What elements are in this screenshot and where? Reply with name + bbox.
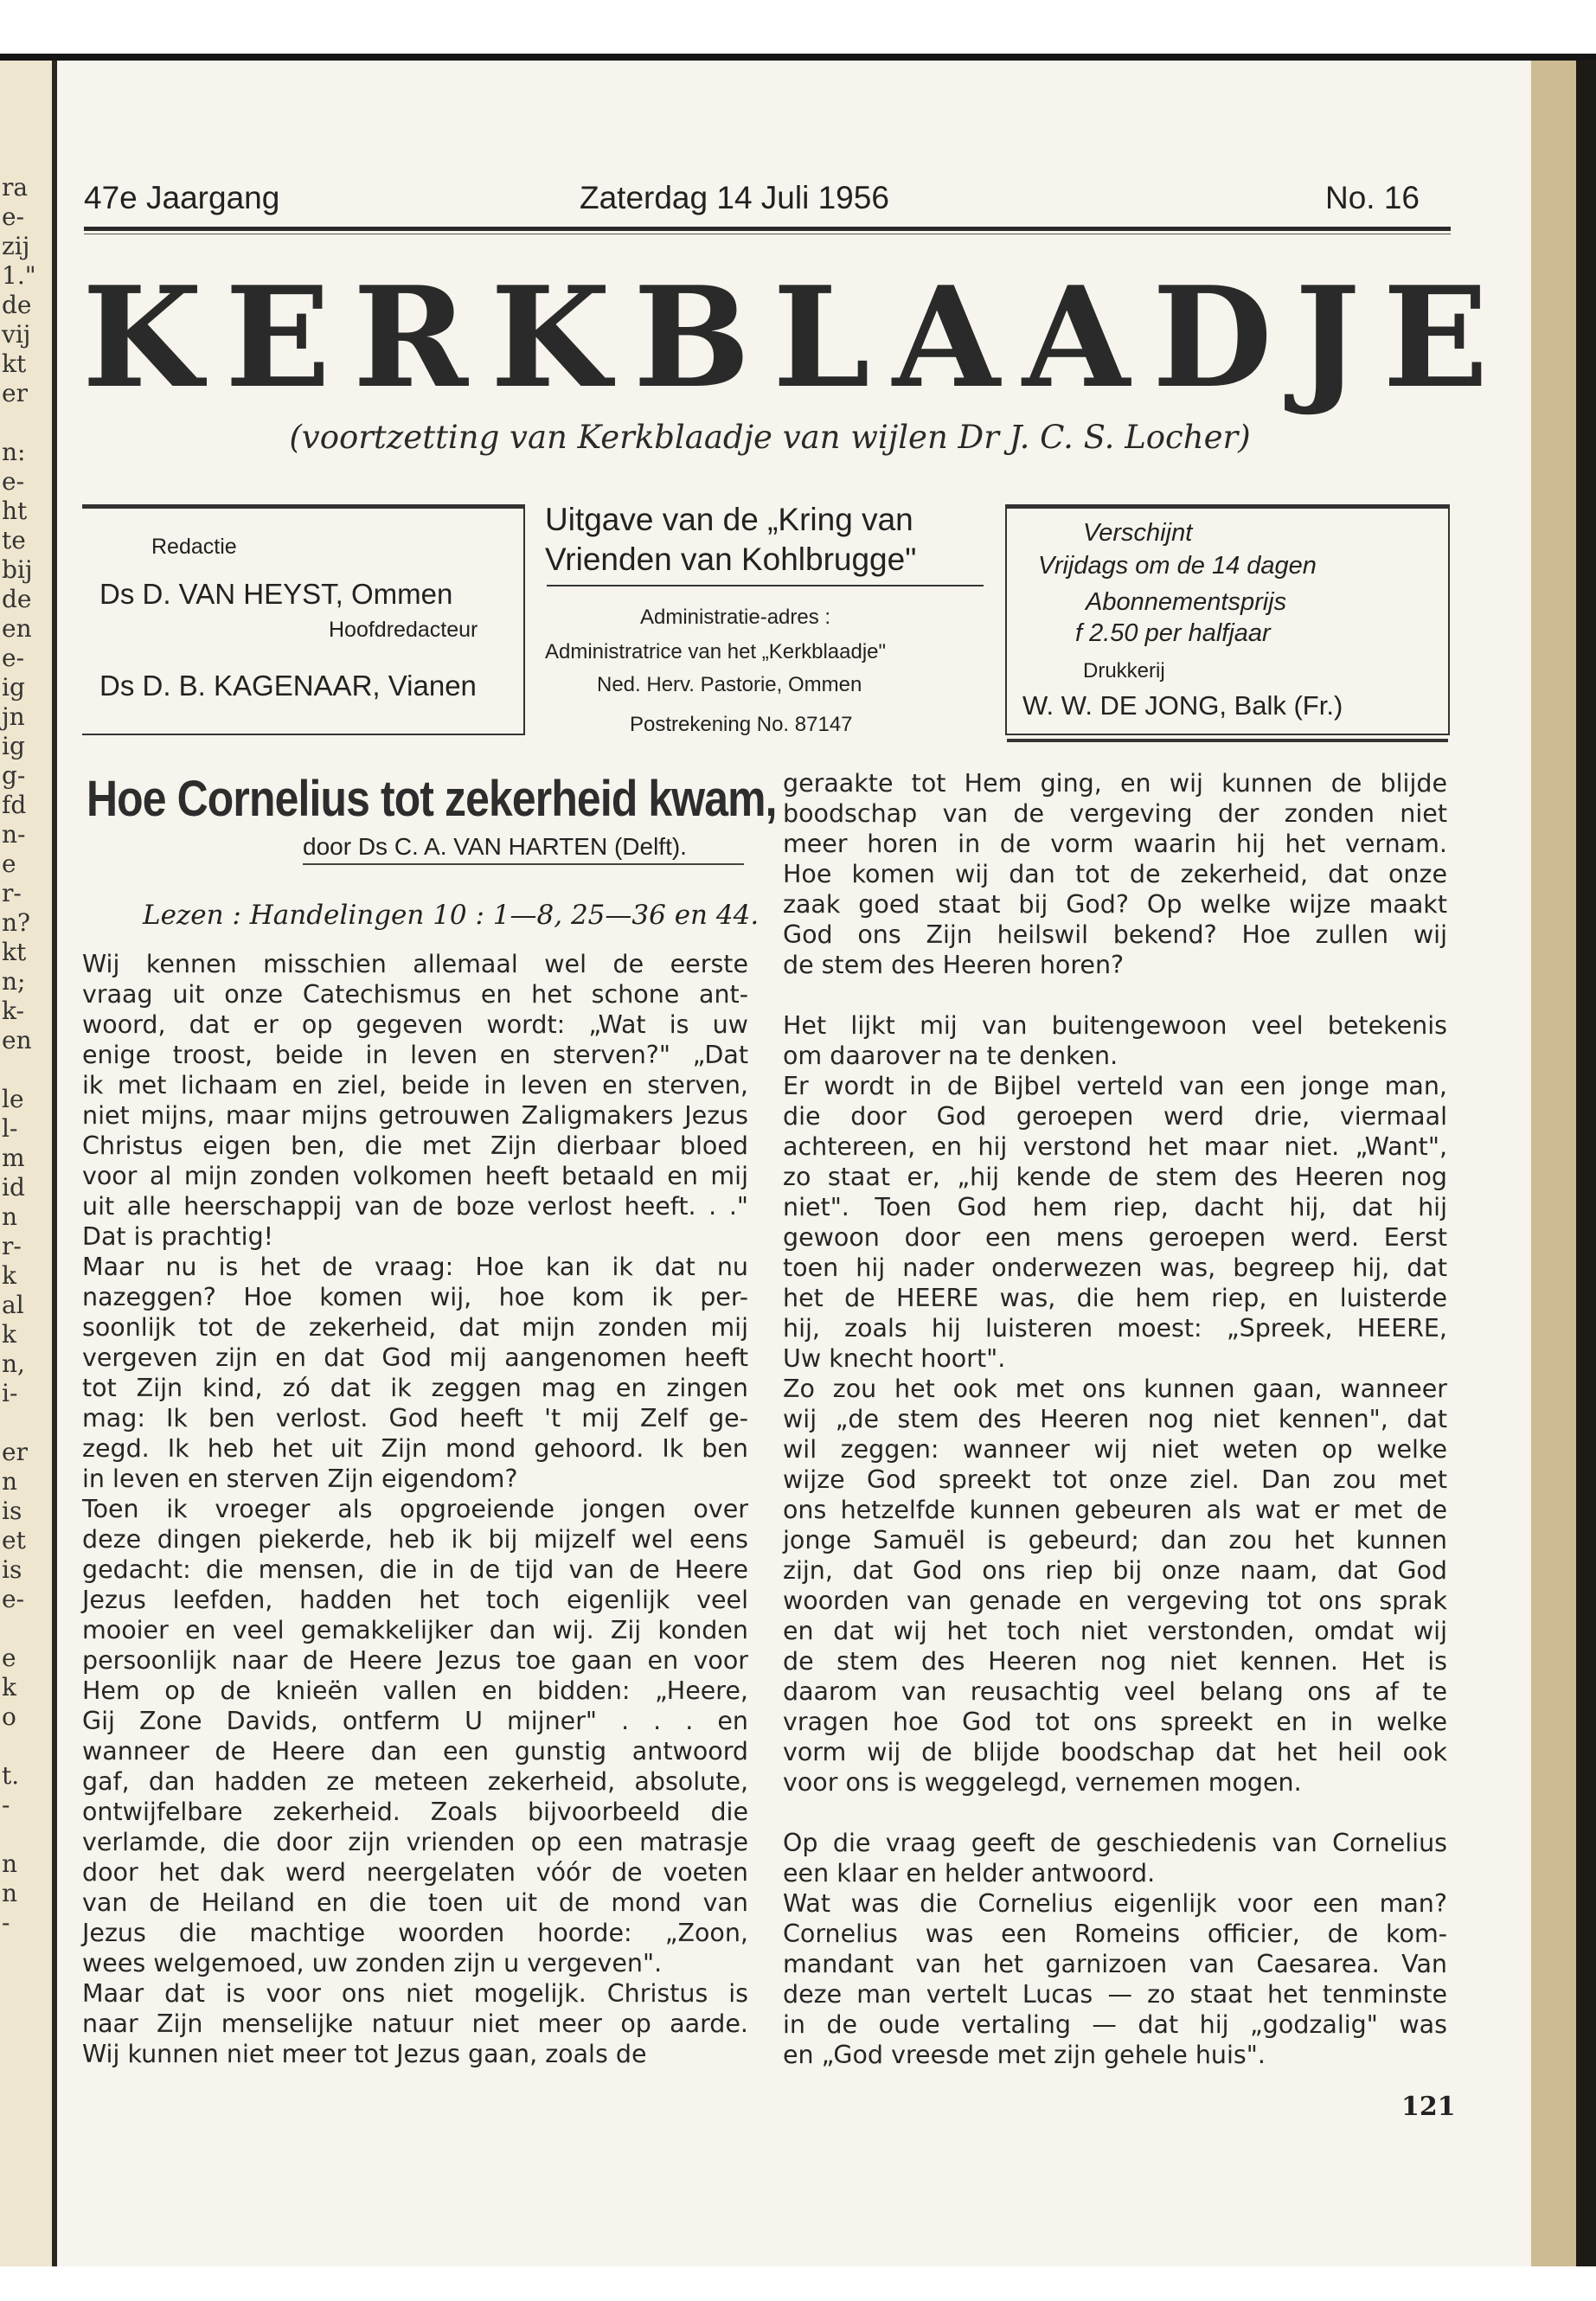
text-line: een klaar en helder antwoord.: [783, 1859, 1156, 1888]
masthead-title: KERKBLAADJE: [82, 256, 1511, 419]
scripture-reading: Lezen : Handelingen 10 : 1—8, 25—36 en 44.: [143, 900, 760, 931]
editor-1: Ds D. VAN HEYST, Ommen: [99, 578, 453, 610]
text-line: wees welgemoed, uw zonden zijn u vergeven".: [82, 1949, 663, 1977]
text-line: Wij kunnen niet meer tot Jezus gaan, zoals de: [82, 2040, 647, 2068]
price-label: Abonnementsprijs: [1086, 588, 1287, 616]
text-line: vragen hoe God tot ons spreekt en in welke: [783, 1708, 1447, 1736]
text-line: naar Zijn menselijke natuur niet meer op aarde.: [82, 2009, 748, 2038]
text-line: mag: Ik ben verlost. God heeft 't mij Zelf ge-: [82, 1404, 748, 1433]
text-line: vraag uit onze Catechismus en het schone ant-: [82, 980, 748, 1009]
text-line: zegd. Ik heb het uit Zijn mond gehoord. Ik ben: [82, 1434, 748, 1463]
text-line: zijn, dat God ons riep bij onze naam, dat God: [783, 1556, 1447, 1585]
scan-border-top: [0, 0, 1596, 61]
article-column-right: [783, 768, 1447, 2070]
admin-line-2: Ned. Herv. Pastorie, Ommen: [597, 673, 862, 696]
editor-2: Ds D. B. KAGENAAR, Vianen: [99, 670, 477, 702]
admin-label: Administratie-adres :: [640, 606, 831, 629]
text-line: gewoon door een mens geroepen werd. Eerst: [783, 1223, 1447, 1252]
text-line: niet". Toen God hem riep, dacht hij, dat hij: [783, 1193, 1447, 1221]
masthead-subtitle: (voortzetting van Kerkblaadje van wijlen Dr J. C. S. Locher): [289, 419, 1251, 456]
header-rule: [84, 227, 1451, 231]
text-line: wil zeggen: wanneer wij niet weten op welke: [783, 1435, 1447, 1464]
text-line: voor ons is weggelegd, vernemen mogen.: [783, 1768, 1302, 1797]
text-line: gaf, dan hadden ze meteen zekerheid, absolute,: [82, 1767, 748, 1796]
text-line: soonlijk tot de zekerheid, dat mijn zonden mij: [82, 1313, 748, 1342]
text-line: die door God geroepen werd drie, viermaal: [783, 1102, 1447, 1131]
text-line: tot Zijn kind, zó dat ik zeggen mag en zingen: [82, 1374, 748, 1402]
text-line: door het dak werd neergelaten vóór de voeten: [82, 1858, 748, 1887]
text-line: Op die vraag geeft de geschiedenis van Cornelius: [783, 1829, 1447, 1857]
text-line: Gij Zone Davids, ontferm U mijner" . . . en: [82, 1707, 748, 1735]
admin-line-1: Administratrice van het „Kerkblaadje": [545, 640, 887, 663]
text-line: Maar dat is voor ons niet mogelijk. Christus is: [82, 1979, 748, 2008]
text-line: deze dingen piekerde, heb ik bij mijzelf wel eens: [82, 1525, 748, 1554]
text-line: ons hetzelfde kunnen gebeuren als wat er met de: [783, 1496, 1447, 1524]
text-line: nazeggen? Hoe komen wij, hoe kom ik per-: [82, 1283, 748, 1311]
text-line: Jezus leefden, hadden het toch eigenlijk veel: [82, 1586, 748, 1614]
publisher-line-2: Vrienden van Kohlbrugge": [545, 542, 917, 577]
text-line: Jezus die machtige woorden hoorde: „Zoon,: [82, 1919, 748, 1947]
publisher-line-1: Uitgave van de „Kring van: [545, 502, 913, 537]
text-line: Hoe komen wij dan tot de zekerheid, dat onze: [783, 860, 1447, 888]
text-line: Maar nu is het de vraag: Hoe kan ik dat nu: [82, 1253, 748, 1281]
text-line: gedacht: die mensen, die in de tijd van de Heere: [82, 1555, 748, 1584]
text-line: toen hij nader onderwezen was, begreep hij, dat: [783, 1253, 1447, 1282]
text-line: Wij kennen misschien allemaal wel de eerste: [82, 950, 748, 978]
text-line: Toen ik vroeger als opgroeiende jongen over: [82, 1495, 748, 1523]
text-line: boodschap van de vergeving der zonden niet: [783, 799, 1447, 828]
text-line: Uw knecht hoort".: [783, 1344, 1006, 1373]
text-line: wij „de stem des Heeren nog niet kennen", dat: [783, 1405, 1447, 1433]
text-line: van de Heiland en die toen uit de mond van: [82, 1888, 748, 1917]
text-line: God ons Zijn heilswil bekend? Hoe zullen wij: [783, 920, 1447, 949]
text-line: deze man vertelt Lucas — zo staat het tenminste: [783, 1980, 1447, 2009]
text-line: wijze God spreekt tot onze ziel. Dan zou met: [783, 1465, 1447, 1494]
text-line: daarom van reusachtig veel belang ons af te: [783, 1677, 1447, 1706]
text-line: uit alle heerschappij van de boze verlost heeft. . .": [82, 1192, 748, 1221]
text-line: ik met lichaam en ziel, beide in leven en sterven,: [82, 1071, 748, 1099]
text-line: Hem op de knieën vallen en bidden: „Heere,: [82, 1676, 748, 1705]
frequency-label: Verschijnt: [1083, 519, 1193, 547]
text-line: niet mijns, maar mijns getrouwen Zaligmakers Jezus: [82, 1101, 748, 1130]
text-line: Wat was die Cornelius eigenlijk voor een man?: [783, 1889, 1447, 1918]
text-line: mooier en veel gemakkelijker dan wij. Zij konden: [82, 1616, 748, 1644]
text-line: Er wordt in de Bijbel verteld van een jonge man,: [783, 1072, 1447, 1100]
editor-1-role: Hoofdredacteur: [329, 618, 478, 642]
printer-name: W. W. DE JONG, Balk (Fr.): [1022, 690, 1343, 721]
text-line: ontwijfelbare zekerheid. Zoals bijvoorbeeld die: [82, 1798, 748, 1826]
text-line: achtereen, en hij verstond het maar niet. „Want",: [783, 1132, 1447, 1161]
text-line: de stem des Heeren horen?: [783, 951, 1125, 979]
volume-label: 47e Jaargang: [84, 180, 280, 215]
text-line: Cornelius was een Romeins officier, de kom-: [783, 1920, 1447, 1948]
text-line: persoonlijk naar de Heere Jezus toe gaan en voor: [82, 1646, 748, 1675]
text-line: woord, dat er op gegeven wordt: „Wat is uw: [82, 1010, 748, 1039]
text-line: woorden van genade en vergeving tot ons sprak: [783, 1586, 1447, 1615]
issue-number: No. 16: [1325, 180, 1420, 215]
text-line: en „God vreesde met zijn gehele huis".: [783, 2041, 1266, 2069]
text-line: Christus eigen ben, die met Zijn dierbaar bloed: [82, 1131, 748, 1160]
frequency-value: Vrijdags om de 14 dagen: [1038, 552, 1317, 580]
text-line: in leven en sterven Zijn eigendom?: [82, 1465, 518, 1493]
issue-date: Zaterdag 14 Juli 1956: [580, 180, 889, 215]
text-line: het de HEERE was, die hem riep, en luisterde: [783, 1284, 1447, 1312]
publisher-rule: [547, 585, 984, 586]
text-line: meer horen in de vorm waarin hij het vernam.: [783, 830, 1447, 858]
text-line: en dat wij het toch niet verstonden, omdat wij: [783, 1617, 1447, 1645]
page-number: 121: [1401, 2092, 1456, 2122]
printer-label: Drukkerij: [1083, 659, 1165, 683]
text-line: jonge Samuël is gebeurd; dan zou het kunnen: [783, 1526, 1447, 1554]
article-byline: door Ds C. A. VAN HARTEN (Delft).: [303, 833, 687, 860]
text-line: voor al mijn zonden volkomen heeft betaald en mij: [82, 1162, 748, 1190]
text-line: mandant van het garnizoen van Caesarea. Van: [783, 1950, 1447, 1978]
text-line: zaak goed staat bij God? Op welke wijze maakt: [783, 890, 1447, 919]
byline-rule: [303, 863, 744, 865]
text-line: om daarover na te denken.: [783, 1042, 1118, 1070]
text-line: Dat is prachtig!: [82, 1222, 274, 1251]
article-column-left: [82, 949, 748, 2069]
text-line: enige troost, beide in leven en sterven?" „Dat: [82, 1041, 748, 1069]
text-line: in de oude vertaling — dat hij „godzalig" was: [783, 2010, 1447, 2039]
text-line: vorm wij de blijde boodschap dat het heil ook: [783, 1738, 1447, 1766]
text-line: hij, zoals hij luisteren moest: „Spreek, HEERE,: [783, 1314, 1447, 1343]
text-line: geraakte tot Hem ging, en wij kunnen de blijde: [783, 769, 1447, 798]
text-line: vergeven zijn en dat God mij aangenomen heeft: [82, 1343, 748, 1372]
scan-border-bottom: [0, 2266, 1596, 2301]
postrekening: Postrekening No. 87147: [630, 713, 853, 736]
text-line: wanneer de Heere dan een gunstig antwoord: [82, 1737, 748, 1766]
text-line: zo staat er, „hij kende de stem des Heeren nog: [783, 1163, 1447, 1191]
page-stack-edge: [1531, 61, 1596, 2266]
text-line: Het lijkt mij van buitengewoon veel betekenis: [783, 1011, 1447, 1040]
article-title: Hoe Cornelius tot zekerheid kwam,: [87, 771, 777, 827]
text-line: verlamde, die door zijn vrienden op een matrasje: [82, 1828, 748, 1856]
previous-page-text-fragments: ra e- zij 1." de vij kt er n: e- ht te bij de en e- ig jn ig g- fd n- e r- n? kt n; k- en le l- m id n r- k al k n, i- er n is et is e- e k o t. - n n -: [2, 173, 36, 1937]
previous-page-edge: [0, 61, 57, 2266]
editors-label: Redactie: [151, 535, 237, 559]
text-line: Zo zou het ook met ons kunnen gaan, wanneer: [783, 1375, 1447, 1403]
text-line: de stem des Heeren nog niet kennen. Het is: [783, 1647, 1447, 1676]
price-value: f 2.50 per halfjaar: [1075, 619, 1271, 647]
